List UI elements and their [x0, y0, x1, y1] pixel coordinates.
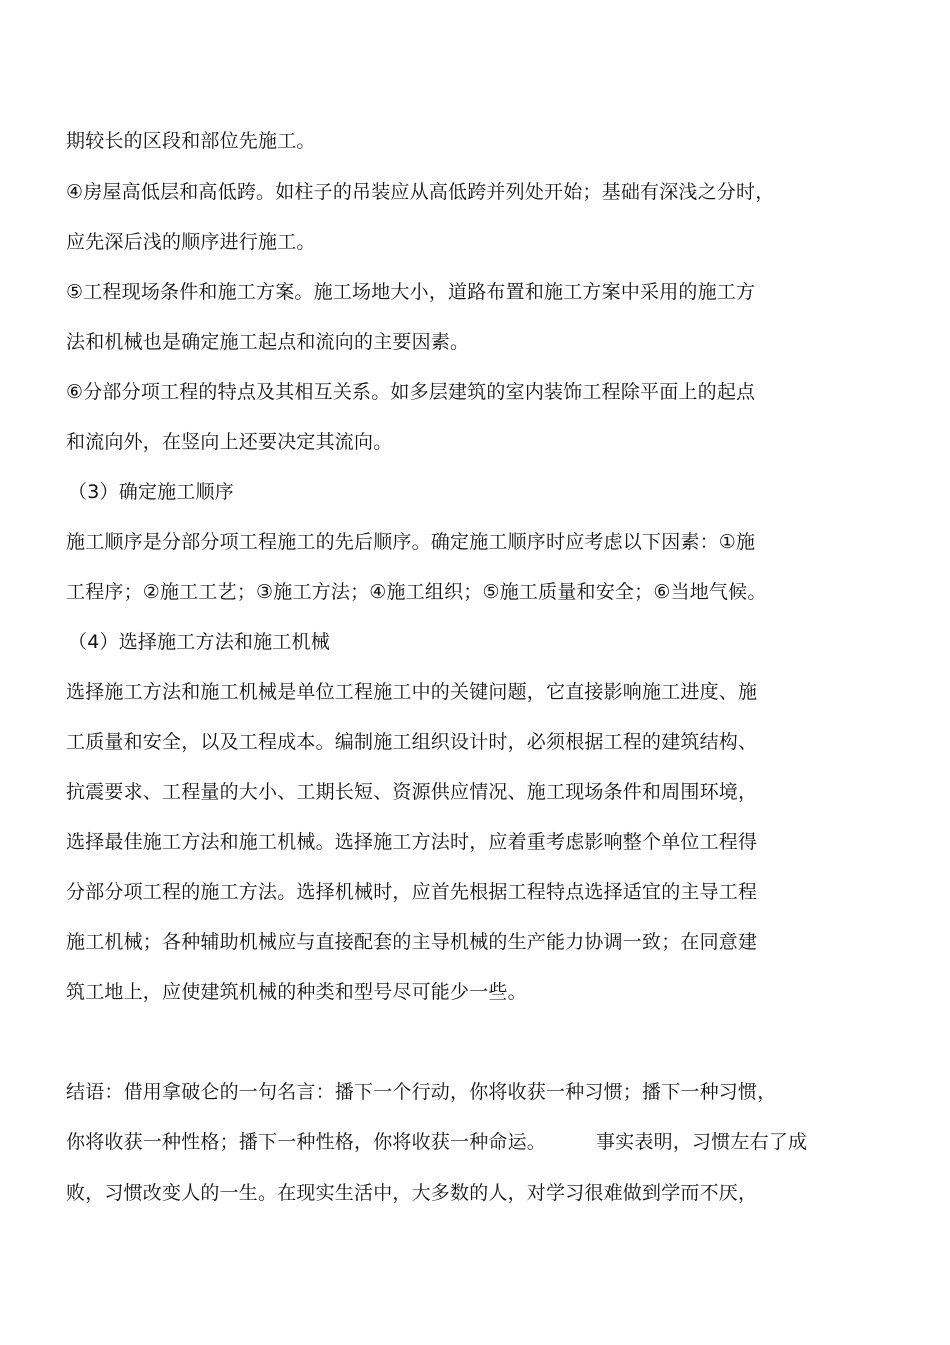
paragraph-line: ④房屋高低层和高低跨。如柱子的吊装应从高低跨并列处开始；基础有深浅之分时， [66, 181, 775, 203]
paragraph-line: 工质量和安全，以及工程成本。编制施工组织设计时，必须根据工程的建筑结构、 [66, 731, 758, 753]
paragraph-line: 工程序；②施工工艺；③施工方法；④施工组织；⑤施工质量和安全；⑥当地气候。 [66, 581, 767, 603]
paragraph-line: 施工顺序是分部分项工程施工的先后顺序。确定施工顺序时应考虑以下因素：①施 [66, 531, 756, 553]
closing-line [66, 1130, 807, 1154]
paragraph-line: ⑤工程现场条件和施工方案。施工场地大小，道路布置和施工方案中采用的施工方 [66, 281, 756, 303]
paragraph-line: 抗震要求、工程量的大小、工期长短、资源供应情况、施工现场条件和周围环境， [66, 781, 758, 803]
closing-line: 结语：借用拿破仑的一句名言：播下一个行动，你将收获一种习惯；播下一种习惯， [66, 1081, 777, 1103]
paragraph-line: 施工机械；各种辅助机械应与直接配套的主导机械的生产能力协调一致；在同意建 [66, 931, 758, 953]
paragraph-line: 筑工地上，应使建筑机械的种类和型号尽可能少一些。 [66, 981, 527, 1003]
section-heading: （3）确定施工顺序 [68, 481, 234, 503]
closing-line-part: 事实表明，习惯左右了成 [596, 1131, 808, 1153]
paragraph-line: 应先深后浅的顺序进行施工。 [66, 231, 316, 253]
paragraph-line: 分部分项工程的施工方法。选择机械时，应首先根据工程特点选择适宜的主导工程 [66, 881, 758, 903]
closing-line: 败，习惯改变人的一生。在现实生活中，大多数的人，对学习很难做到学而不厌， [66, 1182, 758, 1204]
paragraph-line: 选择施工方法和施工机械是单位工程施工中的关键问题，它直接影响施工进度、施 [66, 681, 758, 703]
section-heading: （4）选择施工方法和施工机械 [68, 631, 330, 653]
closing-line-part: 你将收获一种性格；播下一种性格，你将收获一种命运。 [66, 1131, 547, 1153]
paragraph-line: 和流向外，在竖向上还要决定其流向。 [66, 431, 393, 453]
paragraph-line: ⑥分部分项工程的特点及其相互关系。如多层建筑的室内装饰工程除平面上的起点 [66, 381, 756, 403]
paragraph-line: 期较长的区段和部位先施工。 [66, 130, 316, 152]
paragraph-line: 法和机械也是确定施工起点和流向的主要因素。 [66, 331, 470, 353]
paragraph-line: 选择最佳施工方法和施工机械。选择施工方法时，应着重考虑影响整个单位工程得 [66, 831, 758, 853]
